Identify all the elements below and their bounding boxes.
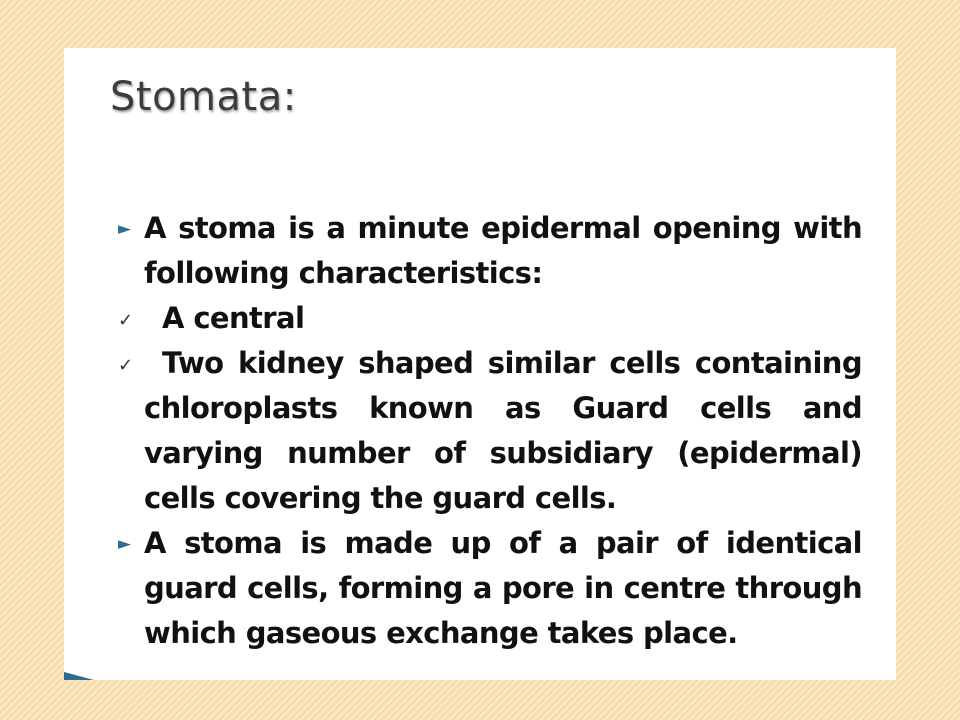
bullet-item-2 (116, 521, 862, 656)
slide (64, 48, 896, 680)
arrow-right-icon: ► (118, 219, 131, 239)
bullet-item-1-text: A stoma is a minute epidermal opening with following characteristics: (144, 211, 862, 290)
check-icon: ✓ (118, 355, 133, 376)
check-item-1-text: A central (162, 301, 305, 335)
bullet-item-1 (116, 206, 862, 296)
bullet-item-2-text: A stoma is made up of a pair of identical guard cells, forming a pore in centre through which gaseous exchange takes place. (144, 526, 862, 650)
slide-title: Stomata: (110, 74, 297, 120)
check-icon: ✓ (118, 310, 133, 331)
slide-content (116, 206, 862, 656)
check-item-1 (116, 296, 862, 341)
check-item-2 (116, 341, 862, 521)
check-item-2-text: Two kidney shaped similar cells containing chloroplasts known as Guard cells and varying number of subsidiary (epidermal) cells covering the guard cells. (144, 346, 862, 515)
arrow-right-icon: ► (118, 534, 131, 554)
corner-accent (64, 672, 94, 680)
